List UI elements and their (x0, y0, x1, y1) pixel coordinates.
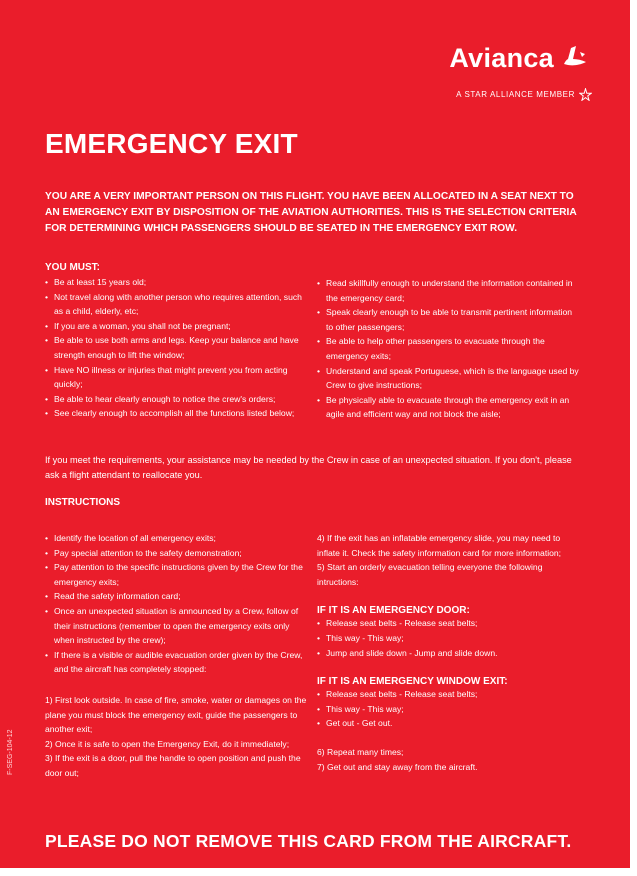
footer-notice: PLEASE DO NOT REMOVE THIS CARD FROM THE AIRCRAFT. (45, 831, 572, 851)
window-command-item: • Release seat belts - Release seat belts; (317, 687, 579, 702)
requirement-item: • Speak clearly enough to be able to transmit pertinent information to other passengers; (317, 305, 579, 334)
requirement-item: • Be physically able to evacuate through the emergency exit in an agile and efficient way and not block the aisle; (317, 393, 579, 422)
bird-icon (560, 42, 592, 74)
instruction-item: • Read the safety information card; (45, 589, 307, 604)
steps-left (45, 693, 307, 781)
step-item: 1) First look outside. In case of fire, smoke, water or damages on the plane you must block the emergency exit, guide the passengers to another exit; (45, 694, 307, 735)
requirements-list-left (45, 275, 307, 421)
page-title: EMERGENCY EXIT (45, 128, 298, 159)
instruction-item: • Pay special attention to the safety demonstration; (45, 546, 307, 561)
requirement-item: • Read skillfully enough to understand the information contained in the emergency card; (317, 276, 579, 305)
door-heading: IF IT IS AN EMERGENCY DOOR: (317, 605, 470, 617)
requirements-note: If you meet the requirements, your assistance may be needed by the Crew in case of an unexpected situation. If you don't, please ask a flight attendant to reallocate you. (45, 455, 572, 480)
requirement-item: • Understand and speak Portuguese, which is the language used by Crew to give instructions; (317, 364, 579, 393)
instruction-item: • Once an unexpected situation is announced by a Crew, follow of their instructions (remember to open the emergency exits only when instructed by the crew); (45, 604, 307, 648)
requirement-item: • Have NO illness or injuries that might prevent you from acting quickly; (45, 363, 307, 392)
window-heading: IF IT IS AN EMERGENCY WINDOW EXIT: (317, 676, 508, 688)
door-list (317, 616, 579, 660)
instruction-item: • Pay attention to the specific instructions given by the Crew for the emergency exits; (45, 560, 307, 589)
requirement-item: • Not travel along with another person who requires attention, such as a child, elderly, etc; (45, 290, 307, 319)
instruction-item: • If there is a visible or audible evacuation order given by the Crew, and the aircraft has completely stopped: (45, 648, 307, 677)
form-code: F-SEG-104-12 (7, 729, 14, 775)
requirement-item: • Be able to use both arms and legs. Keep your balance and have strength enough to lift the window; (45, 333, 307, 362)
instruction-item: • Identify the location of all emergency exits; (45, 531, 307, 546)
step-item: 6) Repeat many times; (317, 746, 404, 757)
step-item: 2) Once it is safe to open the Emergency Exit, do it immediately; (45, 738, 290, 749)
steps-right (317, 531, 579, 589)
step-item: 5) Start an orderly evacuation telling everyone the following intructions: (317, 562, 543, 587)
you-must-left (45, 262, 307, 421)
requirement-item: • If you are a woman, you shall not be pregnant; (45, 319, 307, 334)
step-item: 7) Get out and stay away from the aircraft. (317, 761, 478, 772)
window-command-item: • This way - This way; (317, 702, 579, 717)
instructions-right (317, 531, 579, 774)
avianca-logo (449, 42, 592, 101)
star-icon (579, 88, 592, 101)
final-steps (317, 745, 579, 774)
requirement-item: • See clearly enough to accomplish all the functions listed below; (45, 406, 307, 421)
requirement-item: • Be able to help other passengers to evacuate through the emergency exits; (317, 334, 579, 363)
step-item: 4) If the exit has an inflatable emergency slide, you may need to inflate it. Check the safety information card for more information; (317, 533, 562, 558)
lead-paragraph: YOU ARE A VERY IMPORTANT PERSON ON THIS FLIGHT. YOU HAVE BEEN ALLOCATED IN A SEAT NEXT TO AN EMERGENCY EXIT BY DISPOSITION OF THE AVIATION AUTHORITIES. THIS IS THE SELECTION CRITERIA FOR DETERMINING WHICH PASSENGERS SHOULD BE SEATED IN THE EMERGENCY EXIT ROW. (45, 191, 577, 234)
requirement-item: • Be at least 15 years old; (45, 275, 307, 290)
step-item: 3) If the exit is a door, pull the handle to open position and push the door out; (45, 753, 301, 778)
you-must-heading: YOU MUST: (45, 262, 100, 273)
you-must-right (317, 276, 579, 422)
door-command-item: • Release seat belts - Release seat belts; (317, 616, 579, 631)
brand-name: Avianca (449, 42, 554, 73)
instructions-heading: INSTRUCTIONS (45, 497, 120, 508)
requirements-list-right (317, 276, 579, 422)
window-list (317, 687, 579, 731)
window-command-item: • Get out - Get out. (317, 716, 579, 731)
door-command-item: • This way - This way; (317, 631, 579, 646)
instructions-bullets (45, 531, 307, 677)
requirement-item: • Be able to hear clearly enough to notice the crew's orders; (45, 392, 307, 407)
alliance-tagline: A STAR ALLIANCE MEMBER (456, 90, 575, 99)
instructions-left (45, 531, 307, 781)
door-command-item: • Jump and slide down - Jump and slide down. (317, 646, 579, 661)
